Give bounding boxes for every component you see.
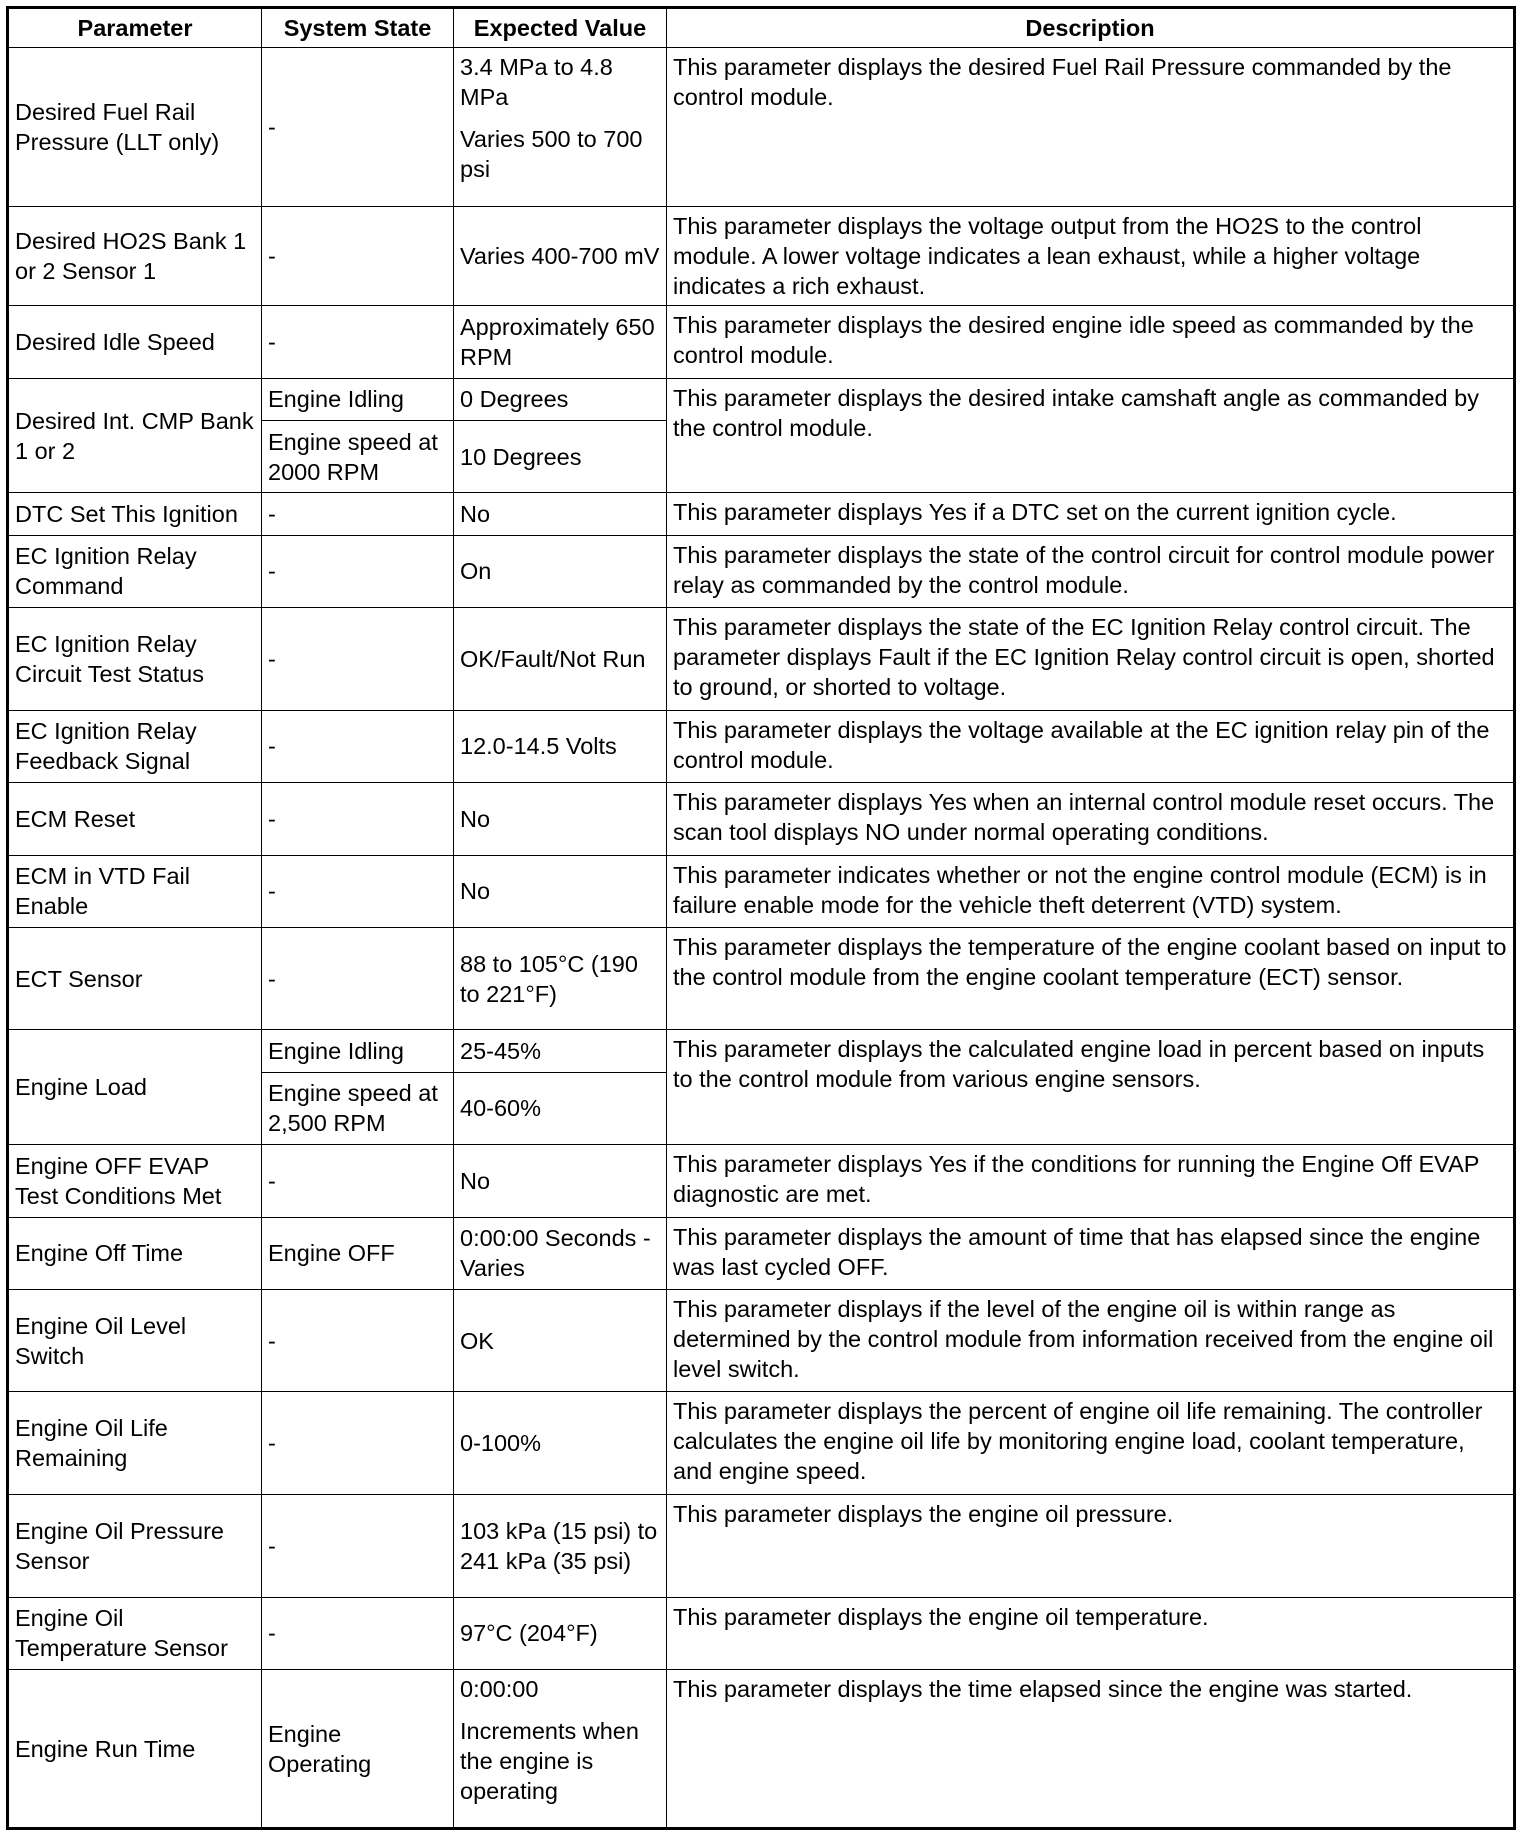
description-cell: This parameter displays the engine oil pressure.	[667, 1495, 1515, 1598]
system-state-cell: -	[262, 608, 454, 711]
description-cell: This parameter displays Yes if the conditions for running the Engine Off EVAP diagnostic are met.	[667, 1145, 1515, 1217]
system-state-cell: -	[262, 535, 454, 607]
parameter-cell: Engine Oil Pressure Sensor	[8, 1495, 262, 1598]
table-row	[8, 1289, 1515, 1392]
parameter-cell: EC Ignition Relay Feedback Signal	[8, 710, 262, 782]
table-row	[8, 710, 1515, 782]
expected-value-cell: 0:00:00 Seconds - Varies	[454, 1217, 667, 1289]
parameter-cell: Engine Off Time	[8, 1217, 262, 1289]
description-cell: This parameter displays the percent of engine oil life remaining. The controller calculates the engine oil life by monitoring engine load, coolant temperature, and engine speed.	[667, 1392, 1515, 1495]
expected-value-metric: 3.4 MPa to 4.8 MPa	[460, 54, 613, 110]
system-state-cell: -	[262, 1597, 454, 1669]
table-row	[8, 927, 1515, 1030]
expected-value-cell: 40-60%	[454, 1072, 667, 1144]
table-row	[8, 1145, 1515, 1217]
description-cell: This parameter displays the desired Fuel Rail Pressure commanded by the control module.	[667, 48, 1515, 207]
header-description: Description	[667, 8, 1515, 48]
header-parameter: Parameter	[8, 8, 262, 48]
parameter-cell: EC Ignition Relay Command	[8, 535, 262, 607]
description-cell: This parameter displays the amount of time that has elapsed since the engine was last cycled OFF.	[667, 1217, 1515, 1289]
expected-value-cell: Approximately 650 RPM	[454, 306, 667, 378]
description-cell: This parameter displays the time elapsed since the engine was started.	[667, 1670, 1515, 1829]
header-expected-value: Expected Value	[454, 8, 667, 48]
description-cell: This parameter displays if the level of the engine oil is within range as determined by the control module from information received from the engine oil level switch.	[667, 1289, 1515, 1392]
expected-value-cell: 25-45%	[454, 1030, 667, 1072]
table-row	[8, 1217, 1515, 1289]
system-state-cell: -	[262, 1145, 454, 1217]
parameter-cell: DTC Set This Ignition	[8, 493, 262, 535]
system-state-cell: -	[262, 306, 454, 378]
system-state-cell: -	[262, 855, 454, 927]
description-cell: This parameter displays the voltage available at the EC ignition relay pin of the control module.	[667, 710, 1515, 782]
description-cell: This parameter displays the state of the control circuit for control module power relay as commanded by the control module.	[667, 535, 1515, 607]
system-state-cell: -	[262, 1495, 454, 1598]
expected-value-cell: 12.0-14.5 Volts	[454, 710, 667, 782]
table-row	[8, 1495, 1515, 1598]
system-state-cell: -	[262, 1392, 454, 1495]
expected-value-cell: 97°C (204°F)	[454, 1597, 667, 1669]
table-row	[8, 378, 1515, 420]
table-row	[8, 1392, 1515, 1495]
parameter-cell: Desired Int. CMP Bank 1 or 2	[8, 378, 262, 493]
expected-value-cell: 88 to 105°C (190 to 221°F)	[454, 927, 667, 1030]
expected-value-note: Increments when the engine is operating	[460, 1718, 639, 1805]
system-state-cell: Engine speed at 2,500 RPM	[262, 1072, 454, 1144]
parameter-cell: Engine Load	[8, 1030, 262, 1145]
table-row	[8, 493, 1515, 535]
description-cell: This parameter indicates whether or not the engine control module (ECM) is in failure enable mode for the vehicle theft deterrent (VTD) system.	[667, 855, 1515, 927]
expected-value-cell	[454, 1670, 667, 1829]
expected-value-cell: 10 Degrees	[454, 421, 667, 493]
description-cell: This parameter displays the voltage output from the HO2S to the control module. A lower voltage indicates a lean exhaust, while a higher voltage indicates a rich exhaust.	[667, 206, 1515, 306]
description-cell: This parameter displays Yes when an internal control module reset occurs. The scan tool displays NO under normal operating conditions.	[667, 783, 1515, 855]
table-row	[8, 48, 1515, 207]
expected-value-cell: No	[454, 855, 667, 927]
description-cell: This parameter displays the temperature of the engine coolant based on input to the control module from the engine coolant temperature (ECT) sensor.	[667, 927, 1515, 1030]
system-state-cell: -	[262, 493, 454, 535]
system-state-cell: Engine Idling	[262, 1030, 454, 1072]
expected-value-cell: 0 Degrees	[454, 378, 667, 420]
expected-value-cell: OK	[454, 1289, 667, 1392]
parameter-cell: Engine OFF EVAP Test Conditions Met	[8, 1145, 262, 1217]
parameter-cell: ECT Sensor	[8, 927, 262, 1030]
header-system-state: System State	[262, 8, 454, 48]
parameter-cell: Engine Oil Life Remaining	[8, 1392, 262, 1495]
system-state-cell: Engine Operating	[262, 1670, 454, 1829]
expected-value-cell: On	[454, 535, 667, 607]
table-row	[8, 608, 1515, 711]
parameter-cell: Desired HO2S Bank 1 or 2 Sensor 1	[8, 206, 262, 306]
header-row	[8, 8, 1515, 48]
system-state-cell: -	[262, 206, 454, 306]
description-cell: This parameter displays the desired engine idle speed as commanded by the control module.	[667, 306, 1515, 378]
table-row	[8, 535, 1515, 607]
parameter-table	[6, 6, 1516, 1830]
expected-value-cell: No	[454, 493, 667, 535]
expected-value-cell: No	[454, 1145, 667, 1217]
table-row	[8, 1597, 1515, 1669]
system-state-cell: Engine OFF	[262, 1217, 454, 1289]
description-cell: This parameter displays the desired intake camshaft angle as commanded by the control module.	[667, 378, 1515, 493]
description-cell: This parameter displays the state of the EC Ignition Relay control circuit. The parameter displays Fault if the EC Ignition Relay control circuit is open, shorted to ground, or shorted to voltage.	[667, 608, 1515, 711]
system-state-cell: -	[262, 48, 454, 207]
expected-value-cell: 103 kPa (15 psi) to 241 kPa (35 psi)	[454, 1495, 667, 1598]
parameter-cell: ECM in VTD Fail Enable	[8, 855, 262, 927]
expected-value-cell: 0-100%	[454, 1392, 667, 1495]
system-state-cell: -	[262, 710, 454, 782]
parameter-cell: Desired Idle Speed	[8, 306, 262, 378]
expected-value-cell: No	[454, 783, 667, 855]
system-state-cell: Engine speed at 2000 RPM	[262, 421, 454, 493]
parameter-cell: Engine Oil Level Switch	[8, 1289, 262, 1392]
table-row	[8, 206, 1515, 306]
description-cell: This parameter displays Yes if a DTC set on the current ignition cycle.	[667, 493, 1515, 535]
expected-value-cell: Varies 400-700 mV	[454, 206, 667, 306]
table-row	[8, 855, 1515, 927]
table-row	[8, 306, 1515, 378]
expected-value-cell: OK/Fault/Not Run	[454, 608, 667, 711]
parameter-cell: Desired Fuel Rail Pressure (LLT only)	[8, 48, 262, 207]
parameter-cell: ECM Reset	[8, 783, 262, 855]
system-state-cell: -	[262, 1289, 454, 1392]
description-cell: This parameter displays the calculated engine load in percent based on inputs to the control module from various engine sensors.	[667, 1030, 1515, 1145]
table-row	[8, 1030, 1515, 1072]
parameter-cell: Engine Run Time	[8, 1670, 262, 1829]
description-cell: This parameter displays the engine oil temperature.	[667, 1597, 1515, 1669]
parameter-cell: EC Ignition Relay Circuit Test Status	[8, 608, 262, 711]
expected-value-initial: 0:00:00	[460, 1676, 539, 1703]
table-row	[8, 1670, 1515, 1829]
parameter-cell: Engine Oil Temperature Sensor	[8, 1597, 262, 1669]
table-row	[8, 783, 1515, 855]
expected-value-imperial: Varies 500 to 700 psi	[460, 126, 643, 182]
system-state-cell: -	[262, 927, 454, 1030]
expected-value-cell	[454, 48, 667, 207]
system-state-cell: -	[262, 783, 454, 855]
system-state-cell: Engine Idling	[262, 378, 454, 420]
